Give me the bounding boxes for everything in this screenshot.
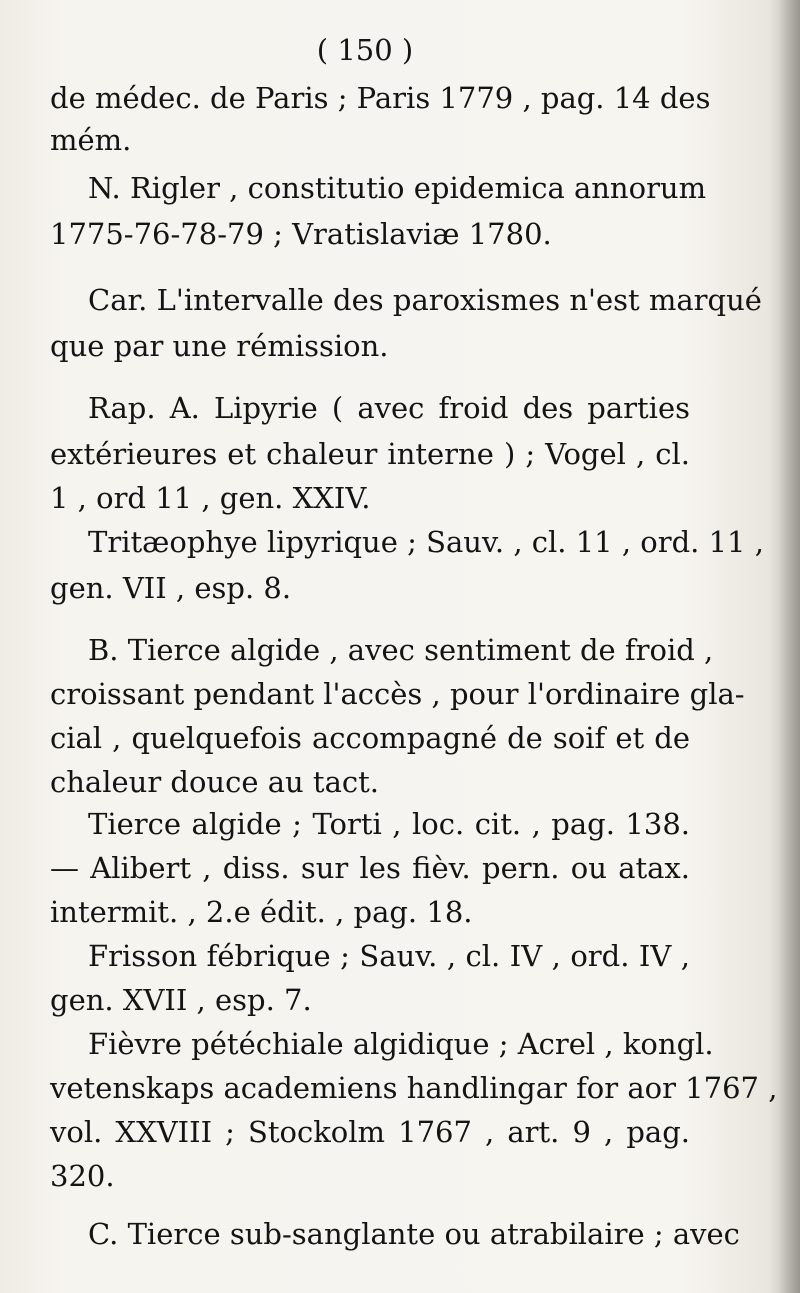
text-line-14: cial , quelquefois accompagné de soif et de xyxy=(50,721,690,755)
page-edge-shadow xyxy=(778,0,800,1293)
text-line-19: Frisson fébrique ; Sauv. , cl. IV , ord. IV , xyxy=(88,939,690,973)
text-line-10: Tritæophye lipyrique ; Sauv. , cl. 11 , ord. 11 , xyxy=(88,525,764,559)
text-line-5: Car. L'intervalle des paroxismes n'est marqué xyxy=(88,283,762,317)
text-line-15: chaleur douce au tact. xyxy=(50,765,379,799)
page-number: ( 150 ) xyxy=(316,33,414,67)
text-line-13: croissant pendant l'accès , pour l'ordinaire gla- xyxy=(50,677,745,711)
text-line-17: — Alibert , diss. sur les fièv. pern. ou atax. xyxy=(50,851,690,885)
text-line-11: gen. VII , esp. 8. xyxy=(50,571,292,605)
text-line-22: vetenskaps academiens handlingar for aor 1767 , xyxy=(50,1071,778,1105)
text-line-24: 320. xyxy=(50,1159,115,1193)
text-line-25: C. Tierce sub-sanglante ou atrabilaire ; avec xyxy=(88,1217,740,1251)
text-line-18: intermit. , 2.e édit. , pag. 18. xyxy=(50,895,473,929)
text-line-8: extérieures et chaleur interne ) ; Vogel , cl. xyxy=(50,437,690,471)
text-line-20: gen. XVII , esp. 7. xyxy=(50,983,312,1017)
text-line-12: B. Tierce algide , avec sentiment de froid , xyxy=(88,633,714,667)
text-line-9: 1 , ord 11 , gen. XXIV. xyxy=(50,481,371,515)
text-line-23: vol. XXVIII ; Stockolm 1767 , art. 9 , pag. xyxy=(50,1115,690,1149)
text-line-4: 1775-76-78-79 ; Vratislaviæ 1780. xyxy=(50,217,552,251)
text-line-3: N. Rigler , constitutio epidemica annorum xyxy=(88,171,707,205)
text-line-2: mém. xyxy=(50,123,132,157)
text-line-7: Rap. A. Lipyrie ( avec froid des parties xyxy=(88,391,690,425)
text-line-21: Fièvre pétéchiale algidique ; Acrel , kongl. xyxy=(88,1027,714,1061)
text-line-6: que par une rémission. xyxy=(50,329,389,363)
text-line-1: de médec. de Paris ; Paris 1779 , pag. 14 des xyxy=(50,81,711,115)
text-line-16: Tierce algide ; Torti , loc. cit. , pag. 138. xyxy=(88,807,690,841)
